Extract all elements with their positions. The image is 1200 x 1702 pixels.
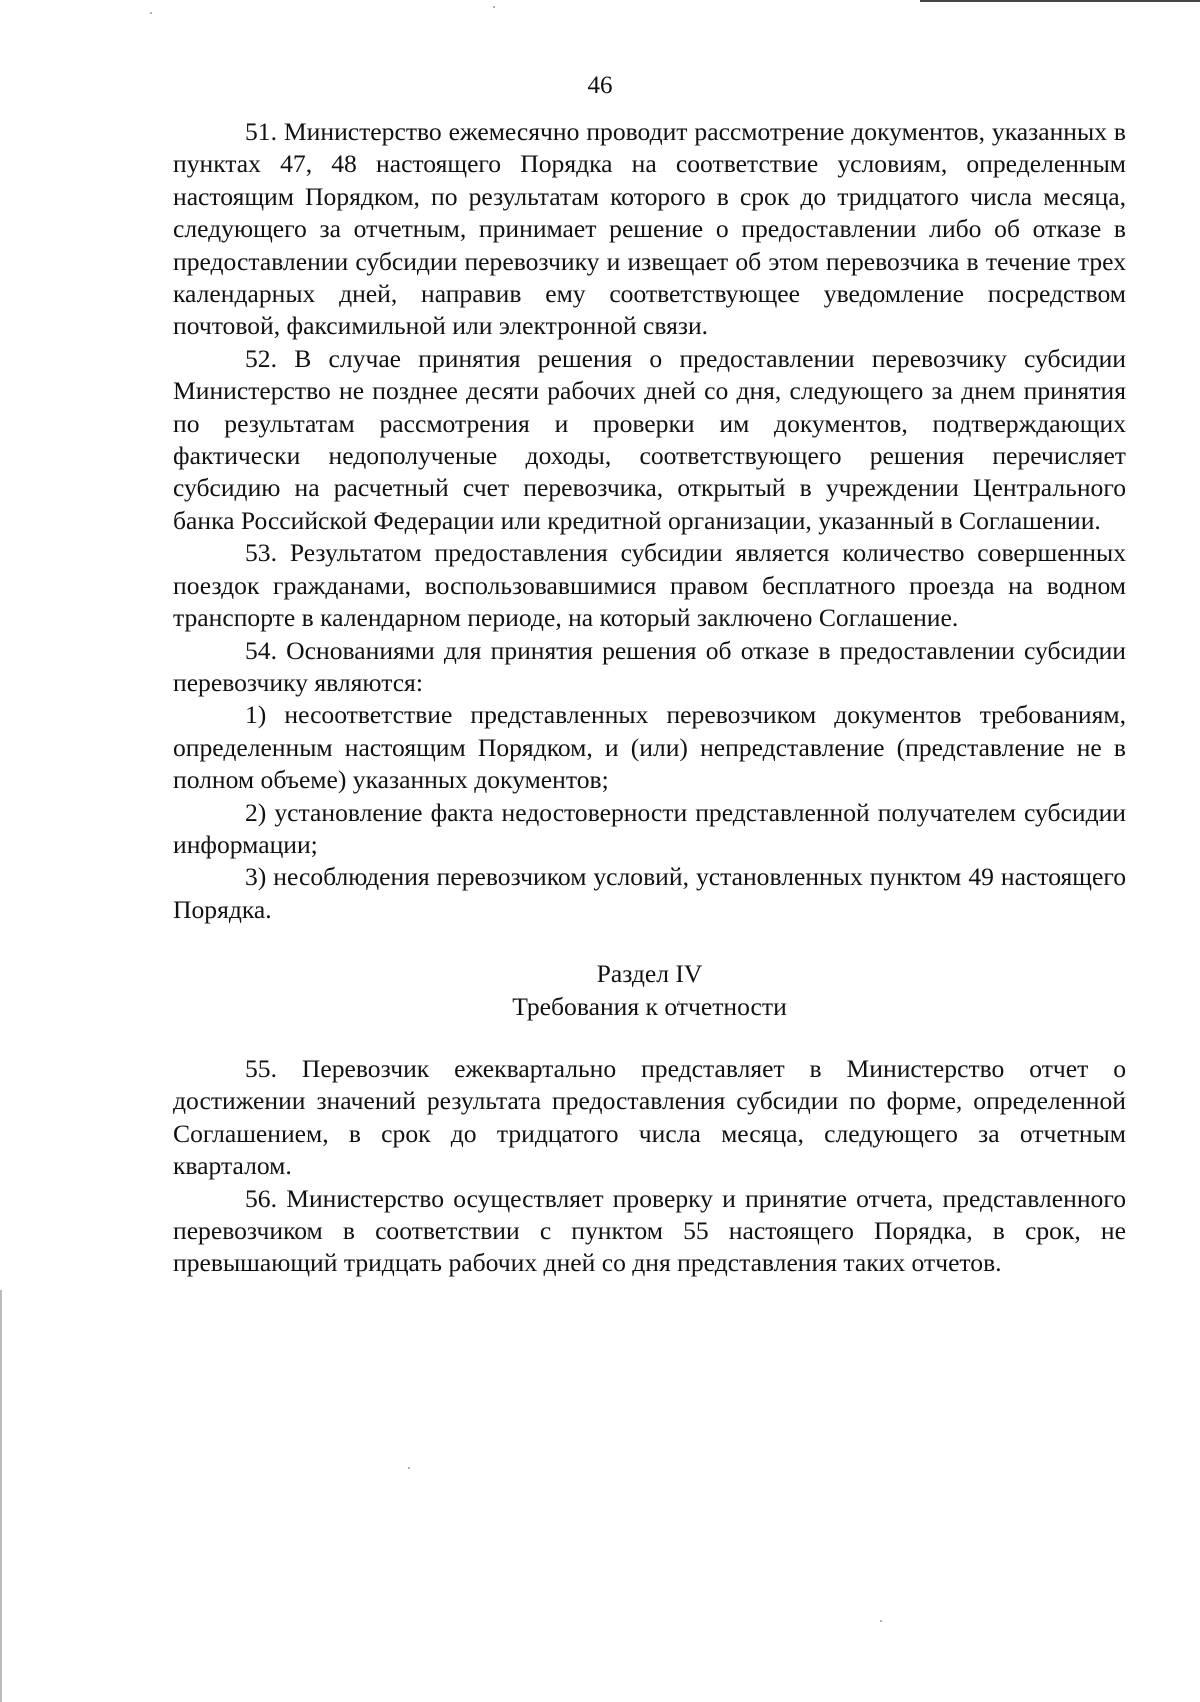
scan-speck <box>408 1467 410 1469</box>
paragraph-54-item-3: 3) несоблюдения перевозчиком условий, установленных пунктом 49 настоящего Порядка. <box>173 862 1126 924</box>
scan-speck <box>493 6 495 8</box>
page-number: 46 <box>587 72 613 99</box>
section-title: Требования к отчетности <box>512 991 787 1021</box>
paragraph-53: 53. Результатом предоставления субсидии является количество совершенных поездок гражданами, воспользовавшимися правом бесплатного проезда на водном транспорте в календарном периоде, на который заключено Соглашение. <box>173 538 1126 633</box>
paragraph-56: 56. Министерство осуществляет проверку и принятие отчета, представленного перевозчиком в соответствии с пунктом 55 настоящего Порядка, в срок, не превышающий тридцать рабочих дней со дня представления таких отчетов. <box>173 1183 1126 1278</box>
scan-speck <box>150 12 152 14</box>
paragraph-51: 51. Министерство ежемесячно проводит рассмотрение документов, указанных в пунктах 47, 48 настоящего Порядка на соответствие условиям, определенным настоящим Порядком, по результатам которого в срок до тридцатого числа месяца, следующего за отчетным, принимает решение о предоставлении либо об отказе в предоставлении субсидии перевозчику и извещает об этом перевозчика в течение трех календарных дней, направив ему соответствующее уведомление посредством почтовой, факсимильной или электронной связи. <box>173 117 1126 341</box>
document-body <box>173 116 1126 1280</box>
scan-speck <box>880 1620 882 1622</box>
paragraph-52: 52. В случае принятия решения о предоставлении перевозчику субсидии Министерство не позднее десяти рабочих дней со дня, следующего за днем принятия по результатам рассмотрения и проверки им документов, подтверждающих фактически недополученые доходы, соответствующего решения перечисляет субсидию на расчетный счет перевозчика, открытый в учреждении Центрального банка Российской Федерации или кредитной организации, указанный в Соглашении. <box>173 343 1126 535</box>
section-number: Раздел IV <box>596 959 703 989</box>
section-heading <box>173 958 1126 1023</box>
scan-border-line <box>920 0 1200 2</box>
paragraph-54-item-1: 1) несоответствие представленных перевозчиком документов требованиям, определенным настоящим Порядком, и (или) непредставление (представление не в полном объеме) указанных документов; <box>173 700 1126 795</box>
paragraph-54-item-2: 2) установление факта недостоверности представленной получателем субсидии информации; <box>173 797 1126 859</box>
paragraph-54: 54. Основаниями для принятия решения об отказе в предоставлении субсидии перевозчику являются: <box>173 635 1126 697</box>
paragraph-55: 55. Перевозчик ежеквартально представляет в Министерство отчет о достижении значений результата предоставления субсидии по форме, определенной Соглашением, в срок до тридцатого числа месяца, следующего за отчетным кварталом. <box>173 1053 1126 1181</box>
scan-edge-line <box>0 1290 2 1702</box>
